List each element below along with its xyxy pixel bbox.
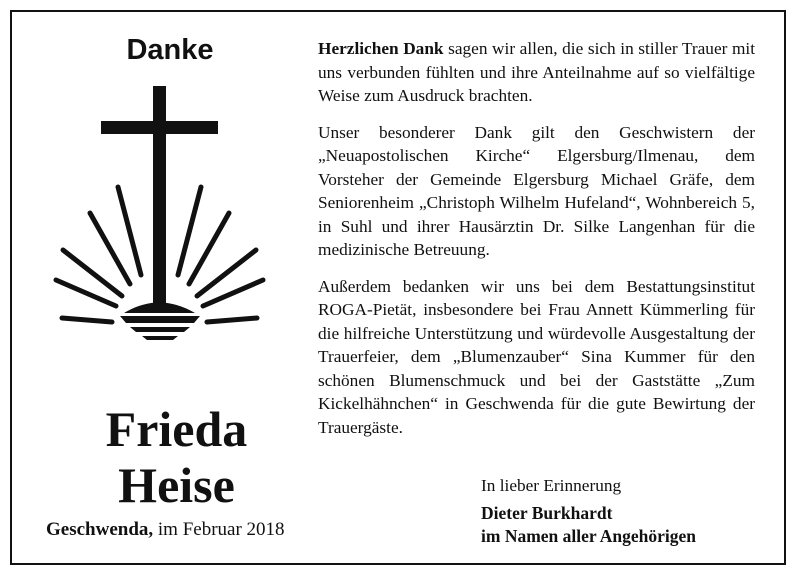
date-text: im Februar 2018 bbox=[157, 519, 285, 540]
deceased-last-name: Heise bbox=[118, 457, 235, 513]
danke-heading: Danke bbox=[126, 34, 214, 66]
signers-block bbox=[481, 502, 696, 547]
paragraph-3 bbox=[318, 275, 755, 440]
place-and-date bbox=[46, 519, 285, 541]
thank-you-text bbox=[318, 37, 755, 452]
signer-name: Dieter Burkhardt bbox=[481, 503, 613, 523]
paragraph-body: Unser besonderer Dank gilt den Geschwistern der „Neuapostolischen Kirche“ Elgersburg/Ilmenau, dem Vorsteher der Gemeinde Elgersburg Michael Gräfe, dem Seniorenheim „Christoph Wilhelm Hufeland“, Wohnbereich 5, in Suhl und ihrer Hausärztin Dr. Silke Langenhan für die medizinische Betreuung. bbox=[318, 122, 755, 259]
paragraph-lead: Herzlichen Dank bbox=[318, 39, 444, 58]
paragraph-body: sagen wir allen, die sich in stiller Trauer mit uns verbunden fühlten und ihre Anteilnahme auf so vielfältige Weise zum Ausdruck brachten. bbox=[318, 39, 755, 105]
place-name: Geschwenda, bbox=[46, 519, 154, 540]
signer-subline: im Namen aller Angehörigen bbox=[481, 525, 697, 546]
paragraph-2 bbox=[318, 121, 755, 262]
deceased-first-name: Frieda bbox=[105, 401, 248, 457]
signoff-phrase: In lieber Erinnerung bbox=[481, 476, 622, 495]
paragraph-1 bbox=[318, 37, 755, 108]
cross-sunrise-emblem-icon bbox=[40, 80, 290, 350]
paragraph-body: Außerdem bedanken wir uns bei dem Bestattungsinstitut ROGA-Pietät, insbesondere bei Frau Annett Kümmerling für die hilfreiche Unterstützung und würdevolle Ausgestaltung der Trauerfeier, dem „Blumenzauber“ Sina Kummer für den schönen Blumenschmuck und bei der Gaststätte „Zum Kickelhähnchen“ in Geschwenda für die gute Bewirtung der Trauergäste. bbox=[318, 276, 755, 437]
